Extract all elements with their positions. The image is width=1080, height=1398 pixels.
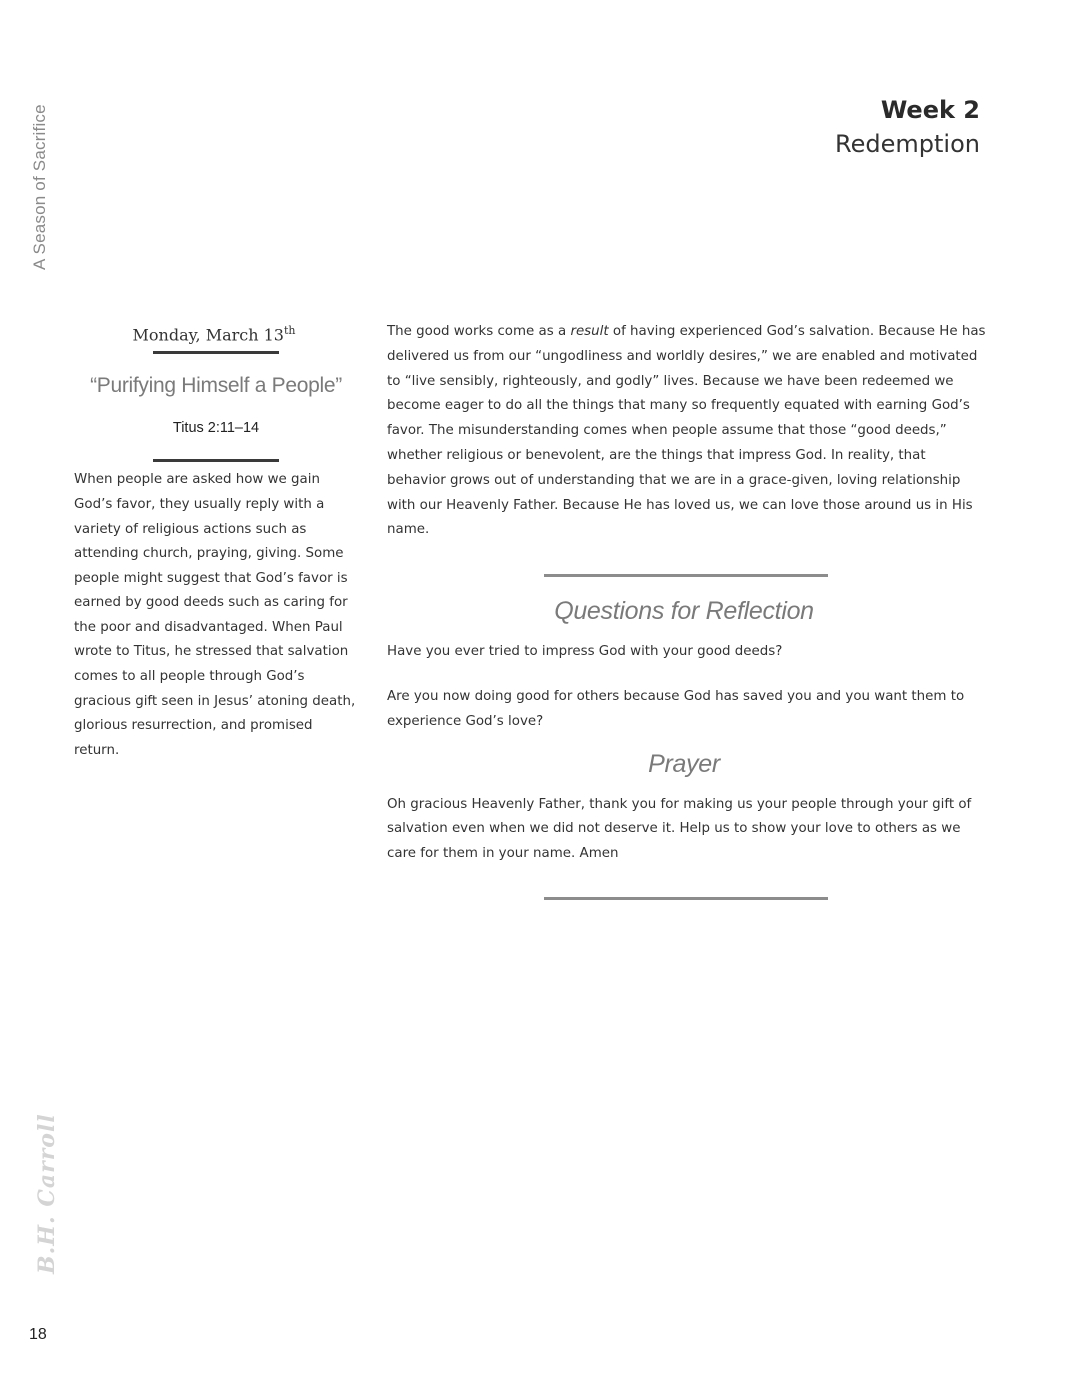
- divider: [153, 459, 279, 462]
- body-text: The good works come as a: [387, 324, 571, 339]
- body-text: of having experienced God’s salvation. Because He has delivered us from our “ungodliness and worldly desires,” we are enabled and motivated to “live sensibly, righteously, and godly” lives. Because we have been redeemed we become eager to do all the things that many so frequently equated with earning God’s favor. The misunderstanding comes when people assume that those “good deeds,” whether religious or benevolent, are the things that impress God. In reality, that behavior grows out of understanding that we are in a grace-given, loving relationship with our Heavenly Father. Because He has loved us, we can love those around us in His name.: [387, 324, 986, 538]
- devotion-date: [70, 324, 358, 344]
- week-label: Week 2: [880, 96, 980, 124]
- prayer-heading: Prayer: [648, 749, 720, 778]
- divider: [153, 351, 279, 354]
- devotion-intro: When people are asked how we gain God’s favor, they usually reply with a variety of religious actions such as attending church, praying, giving. Some people might suggest that God’s favor is earned by good deeds such as caring for the poor and disadvantaged. When Paul wrote to Titus, he stressed that salvation comes to all people through God’s gracious gift seen in Jesus’ atoning death, glorious resurrection, and promised return.: [74, 472, 356, 758]
- scripture-reference: Titus 2:11–14: [172, 420, 260, 437]
- author-signature: B.H. Carroll: [34, 1113, 60, 1274]
- date-text: Monday, March 13: [132, 325, 284, 345]
- page-number: 18: [29, 1326, 47, 1343]
- body-emphasis: result: [570, 324, 609, 339]
- prayer-text: Oh gracious Heavenly Father, thank you for making us your people through your gift of salvation even when we did not deserve it. Help us to show your love to others as we care for them in your name. Amen: [387, 796, 972, 862]
- divider: [544, 897, 828, 900]
- date-suffix: th: [283, 324, 296, 337]
- devotion-body: [387, 320, 987, 543]
- reflection-heading: Questions for Reflection: [554, 597, 814, 626]
- reflection-question: Have you ever tried to impress God with your good deeds?: [387, 644, 783, 660]
- devotion-title: “Purifying Himself a People”: [90, 374, 342, 398]
- reflection-question: Are you now doing good for others because God has saved you and you want them to experience God’s love?: [387, 688, 965, 729]
- divider: [544, 574, 828, 577]
- week-theme: Redemption: [835, 130, 980, 158]
- week-header: [835, 94, 980, 162]
- devotion-sidebar: [74, 324, 358, 763]
- book-title: A Season of Sacrifice: [30, 104, 49, 270]
- devotion-main: [387, 320, 987, 900]
